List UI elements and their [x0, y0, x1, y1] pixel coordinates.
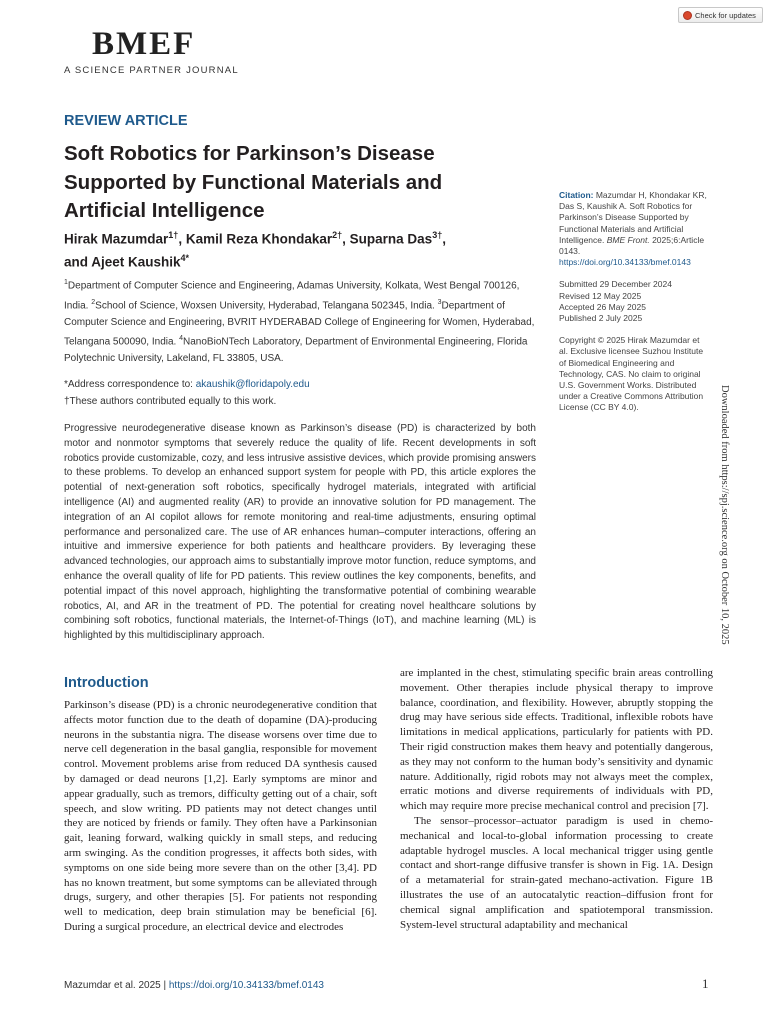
citation-doi-link[interactable]: https://doi.org/10.34133/bmef.0143	[559, 257, 691, 268]
accepted-date: Accepted 26 May 2025	[559, 301, 646, 312]
section-title-introduction: Introduction	[64, 675, 149, 691]
download-watermark: Downloaded from https://spj.science.org on October 10, 2025	[719, 385, 730, 645]
author-name: Kamil Reza Khondakar	[185, 231, 333, 247]
body-column-left: Parkinson’s disease (PD) is a chronic neurodegenerative condition that affects motor function due to the death of dopamine (DA)-producing neurons in the substantia nigra. The disease worsens over time due to nerve cell degeneration in the basal ganglia, responsible for movement control. Movement problems arise from reduced DA synthesis caused by damaged or dead neurons [1,2]. Early symptoms are minor and appear gradually, such as tremors, difficulty getting out of a chair, soft speech, and slow writing. PD patients may not detect changes until they are noticed by friends or family. They often have a Parkinsonian gait, leaning forward, walking quickly in small steps, and reducing arm swinging. As the condition progresses, it affects both sides, with symptoms on one side being more severe than on the other [3,4]. PD has no known treatment, but some symptoms can be alleviated through drugs, surgery, and other therapies [5]. For patients not responding well to medication, deep brain stimulation may be beneficial [6]. During a surgical procedure, an electrical device and electrodes	[64, 699, 377, 933]
dates-block	[559, 279, 709, 324]
affiliation-text: School of Science, Woxsen University, Hyderabad, Telangana 502345, India.	[95, 300, 438, 312]
affiliation-text: Department of Computer Science and Engineering, Adamas University, Kolkata, West Bengal 700126, India.	[64, 280, 520, 312]
affiliations	[64, 275, 536, 367]
citation-detail: 2025;6:Article 0143.	[559, 234, 705, 257]
correspondence-block	[64, 377, 536, 410]
affiliation-mark: 3	[437, 298, 442, 306]
affiliation-mark: 2	[91, 298, 96, 306]
page-number: 1	[702, 976, 709, 991]
affiliation-mark: 1	[64, 279, 68, 286]
submitted-date: Submitted 29 December 2024	[559, 279, 672, 290]
citation-label: Citation:	[559, 190, 594, 200]
citation-block	[559, 190, 709, 268]
journal-logo: BMEF	[92, 26, 196, 62]
author-name: Ajeet Kaushik	[91, 254, 181, 269]
affiliation-text: Department of Computer Science and Engineering, BVRIT HYDERABAD College of Engineering for Women, Hyderabad, Telangana 500090, India.	[64, 300, 535, 348]
author-separator: ,	[442, 231, 446, 247]
check-for-updates-button[interactable]	[678, 7, 763, 23]
copyright-notice: Copyright © 2025 Hirak Mazumdar et al. Exclusive licensee Suzhou Institute of Biomedical Engineering and Technology, CAS. No claim to original U.S. Government Works. Distributed under a Creative Commons Attribution License (CC BY 4.0).	[559, 335, 704, 413]
abstract: Progressive neurodegenerative disease known as Parkinson’s disease (PD) is characterized by both motor and nonmotor symptoms that severely reduce the quality of life. Recent developments in soft robotics provide customizable, cozy, and less intrusive assistive devices, which provide promising answers to these problems. To develop an enhanced support system for people with PD, this article explores the potential of next-generation soft robotics, specifically hydrogel materials, integrated with artificial intelligence (AI) and augmented reality (AR) to provide an innovative solution for PD management. The integration of an AI copilot allows for remote monitoring and real-time adjustments, ensuring optimal performance and personalized care. The use of AR enhances human–computer interactions, offering an intuitive and immersive experience for both patients and healthcare providers. By leveraging these advanced technologies, our approach aims to substantially improve motor function, reduce symptoms, and enhance the overall quality of life for PD patients. This review outlines the key components, benefits, and potential impact of this novel approach, highlighting the transformative potential of combining wearable robotics, AI, and AR in the treatment of PD. The potential for creating novel healthcare solutions by combining soft robotics, functional materials, the Internet-of-Things (IoT), and machine learning (ML) is highlighted by this multidisciplinary approach.	[64, 423, 536, 642]
author-separator: ,	[342, 231, 350, 247]
citation-journal: BME Front.	[606, 234, 650, 245]
author-affiliation-mark: 3†	[432, 230, 443, 240]
revised-date: Revised 12 May 2025	[559, 290, 642, 301]
body-paragraph: are implanted in the chest, stimulating specific brain areas controlling movement. Other therapies include physical therapy to improve balance, coordination, and flexibility. However, abruptly stopping the drug may have serious side effects. Traditional, inflexible robots have limitations in medical applications, particularly for patients with PD. Their rigid construction makes them heavy and potentially dangerous, as they may not conform to the human body’s sensitivity and dynamic nature. Additionally, rigid robots may not always meet the complex, erratic motions and diverse requirements of individuals with PD, which may require more precise mechanical control and precision [7].	[400, 667, 713, 813]
author-affiliation-mark: 4*	[180, 252, 190, 263]
author-affiliation-mark: 2†	[332, 230, 343, 240]
body-column-right	[400, 666, 713, 932]
correspondence-label: *Address correspondence to:	[64, 379, 196, 390]
article-type: REVIEW ARTICLE	[64, 113, 188, 129]
author-separator: ,	[178, 231, 186, 247]
citation-text: Mazumdar H, Khondakar KR, Das S, Kaushik A. Soft Robotics for Parkinson’s Disease Supported by Functional Materials and Artificial Intelligence.	[559, 190, 707, 245]
published-date: Published 2 July 2025	[559, 313, 643, 324]
footer-doi-link[interactable]: https://doi.org/10.34133/bmef.0143	[168, 980, 324, 991]
check-for-updates-label: Check for updates	[695, 10, 756, 20]
affiliation-text: NanoBioNTech Laboratory, Department of Environmental Engineering, Florida Polytechnic University, Lakeland, FL 33805, USA.	[64, 336, 528, 364]
footer-citation-text: Mazumdar et al. 2025 |	[64, 980, 169, 991]
author-name: Suparna Das	[349, 231, 433, 247]
affiliation-mark: 4	[179, 335, 184, 343]
correspondence-line	[64, 377, 536, 394]
equal-contribution-note: †These authors contributed equally to this work.	[64, 395, 277, 407]
update-check-icon	[683, 11, 692, 20]
body-paragraph: The sensor–processor–actuator paradigm is used in chemo-mechanical and local-to-global information processing to create adaptable hydrogel muscles. A local mechanical trigger using gentle contact and short-range diffusive transfer is shown in Fig. 1A. Design of a metamaterial for strain-gated mechano-activation. Figure 1B illustrates the use of an autocatalytic reaction–diffusion front for chemical signal amplification and spatiotemporal transmission. System-level structural adaptability and mechanical	[400, 814, 713, 931]
footer-citation	[64, 980, 324, 991]
article-title: Soft Robotics for Parkinson’s Disease Supported by Functional Materials and Artificial Intelligence	[64, 142, 443, 222]
author-list	[64, 226, 504, 271]
correspondence-email-link[interactable]: akaushik@floridapoly.edu	[195, 379, 310, 390]
journal-subtitle: A SCIENCE PARTNER JOURNAL	[64, 65, 239, 76]
author-and: and	[64, 254, 92, 269]
author-affiliation-mark: 1†	[168, 230, 179, 240]
author-name: Hirak Mazumdar	[64, 231, 169, 247]
article-info-sidebar	[559, 190, 709, 425]
